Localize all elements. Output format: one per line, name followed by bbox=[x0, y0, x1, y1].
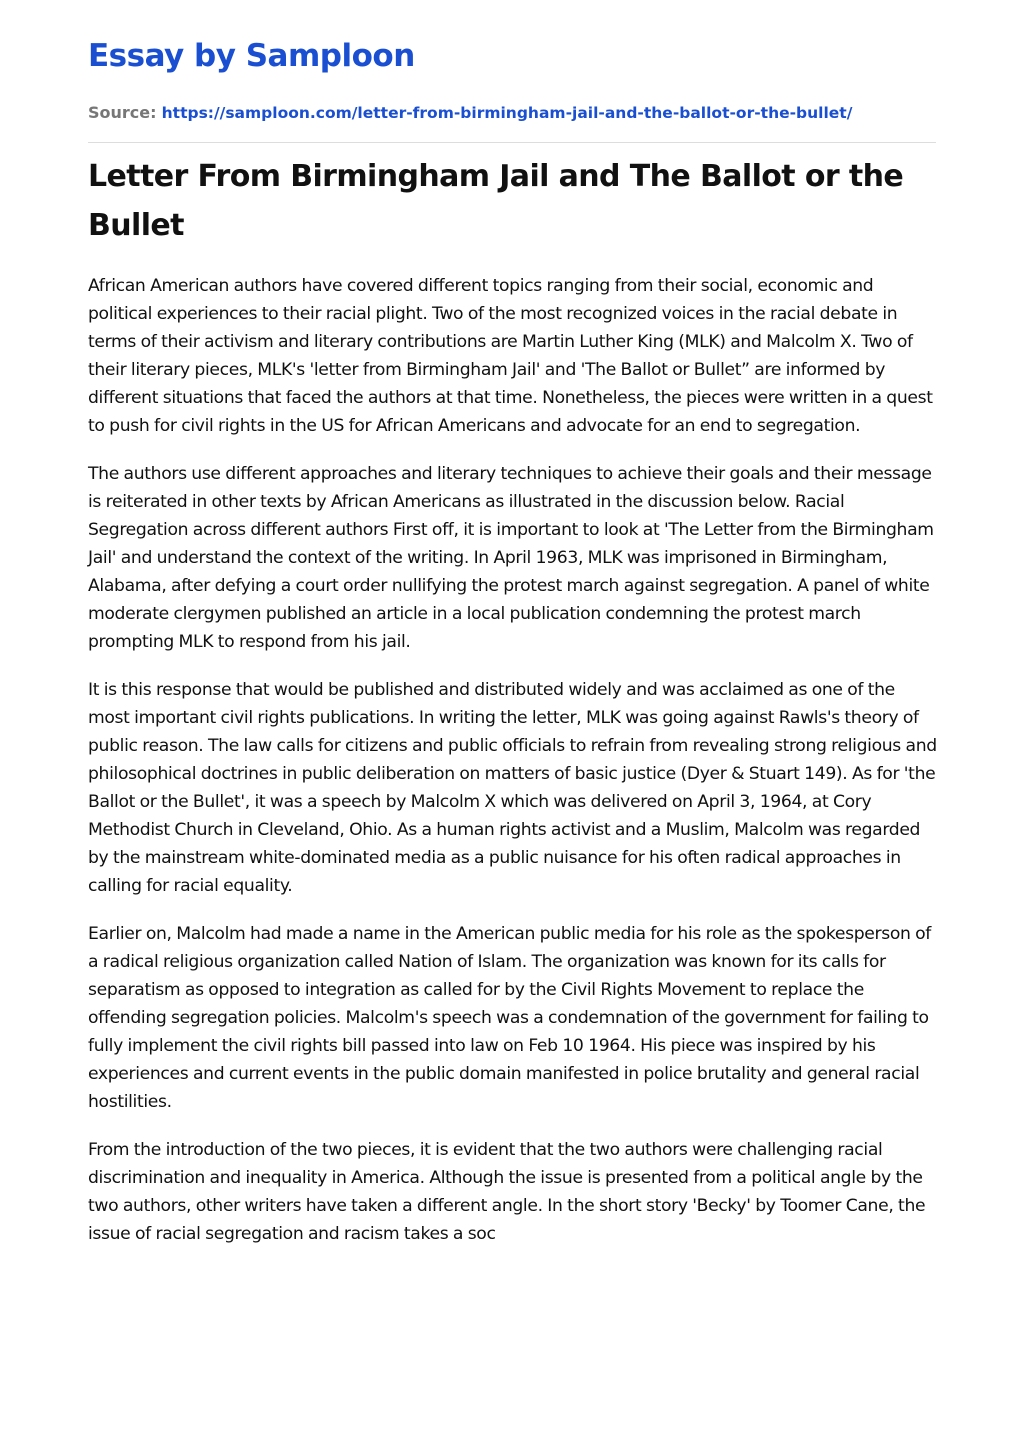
site-title: Essay by Samploon bbox=[88, 38, 415, 74]
essay-paragraph: It is this response that would be published and distributed widely and was acclaimed as one of the most important civil rights publications. In writing the letter, MLK was going against Rawls's theory of public reason. The law calls for citizens and public officials to refrain from revealing strong religious and philosophical doctrines in public deliberation on matters of basic justice (Dyer & Stuart 149). As for 'the Ballot or the Bullet', it was a speech by Malcolm X which was delivered on April 3, 1964, at Cory Methodist Church in Cleveland, Ohio. As a human rights activist and a Muslim, Malcolm was regarded by the mainstream white-dominated media as a public nuisance for his often radical approaches in calling for racial equality. bbox=[88, 680, 937, 896]
essay-paragraph: The authors use different approaches and literary techniques to achieve their goals and their message is reiterated in other texts by African Americans as illustrated in the discussion below. Racial Segregation across different authors First off, it is important to look at 'The Letter from the Birmingham Jail' and understand the context of the writing. In April 1963, MLK was imprisoned in Birmingham, Alabama, after defying a court order nullifying the protest march against segregation. A panel of white moderate clergymen published an article in a local publication condemning the protest march prompting MLK to respond from his jail. bbox=[88, 464, 934, 652]
essay-paragraph: African American authors have covered different topics ranging from their social, economic and political experiences to their racial plight. Two of the most recognized voices in the racial debate in terms of their activism and literary contributions are Martin Luther King (MLK) and Malcolm X. Two of their literary pieces, MLK's 'letter from Birmingham Jail' and 'The Ballot or Bullet” are informed by different situations that faced the authors at that time. Nonetheless, the pieces were written in a quest to push for civil rights in the US for African Americans and advocate for an end to segregation. bbox=[88, 276, 933, 436]
essay-paragraph: From the introduction of the two pieces, it is evident that the two authors were challenging racial discrimination and inequality in America. Although the issue is presented from a political angle by the two authors, other writers have taken a different angle. In the short story 'Becky' by Toomer Cane, the issue of racial segregation and racism takes a soc bbox=[88, 1140, 926, 1244]
essay-paragraph: Earlier on, Malcolm had made a name in the American public media for his role as the spokesperson of a radical religious organization called Nation of Islam. The organization was known for its calls for separatism as opposed to integration as called for by the Civil Rights Movement to replace the offending segregation policies. Malcolm's speech was a condemnation of the government for failing to fully implement the civil rights bill passed into law on Feb 10 1964. His piece was inspired by his experiences and current events in the public domain manifested in police brutality and general racial hostilities. bbox=[88, 924, 932, 1112]
source-label: Source: bbox=[88, 103, 157, 122]
essay-body bbox=[88, 272, 938, 1268]
source-line bbox=[88, 101, 852, 125]
essay-title: Letter From Birmingham Jail and The Ballot or the Bullet bbox=[88, 159, 904, 243]
source-link[interactable]: https://samploon.com/letter-from-birmingham-jail-and-the-ballot-or-the-bullet/ bbox=[161, 104, 853, 122]
header-divider bbox=[88, 142, 936, 143]
